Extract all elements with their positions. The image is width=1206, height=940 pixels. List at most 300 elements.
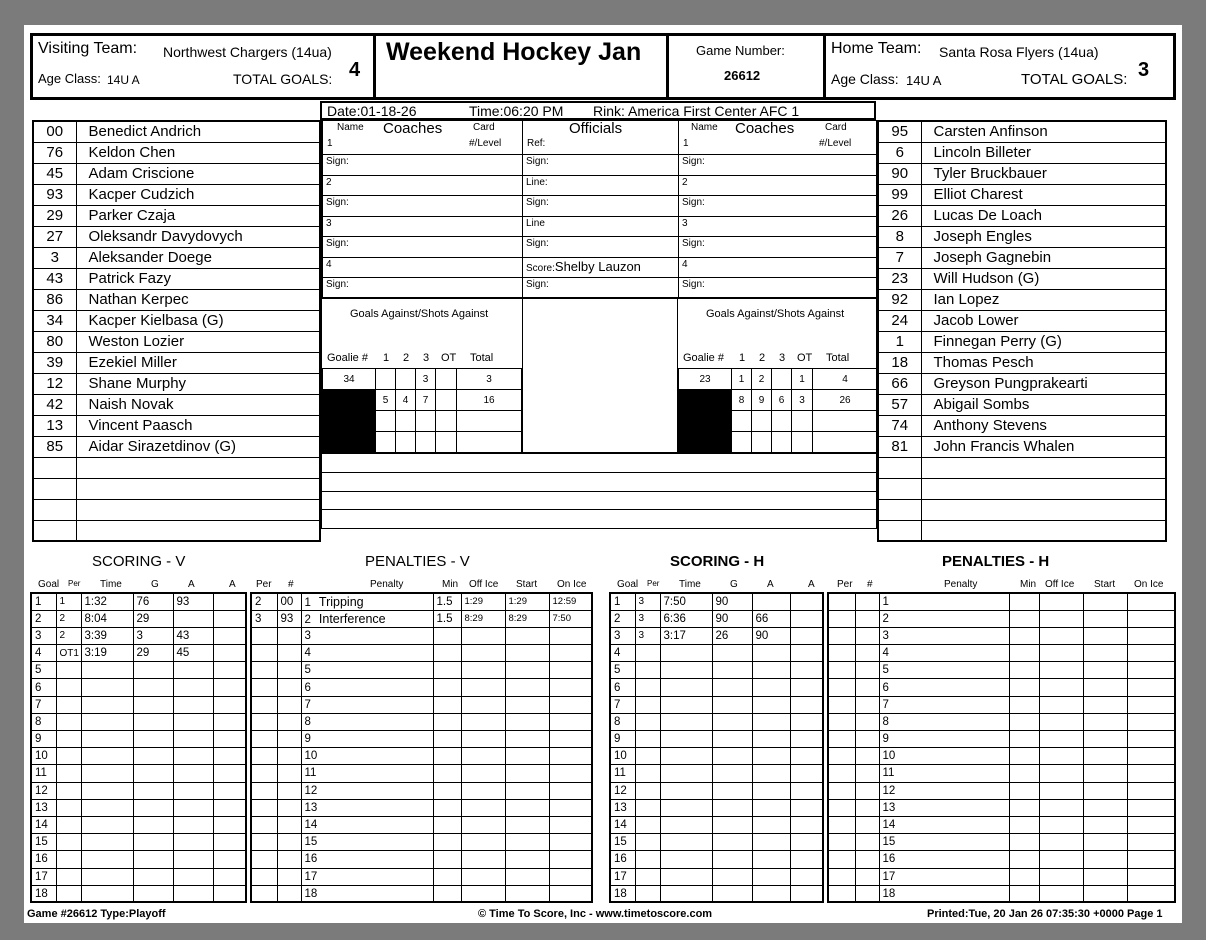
off-ice	[461, 868, 505, 885]
on-ice	[549, 782, 592, 799]
home-coach-4: 4	[679, 257, 879, 278]
goal-scorer	[712, 645, 752, 662]
time	[660, 679, 712, 696]
off-ice	[461, 834, 505, 851]
period	[828, 816, 855, 833]
goal-index: 10	[610, 748, 635, 765]
penalty-row	[828, 696, 1175, 713]
assist-2	[790, 679, 823, 696]
a2-col: A	[229, 579, 236, 590]
home-coach-1: 1	[683, 138, 689, 149]
assist-2	[790, 645, 823, 662]
player-number: 26	[878, 205, 921, 226]
visiting-coach-name-header: Name	[337, 122, 364, 133]
num-col: #	[867, 579, 873, 590]
scoring-row	[610, 627, 823, 644]
off-ice	[461, 713, 505, 730]
scoring-row	[31, 713, 246, 730]
penalty-name	[301, 610, 433, 627]
assist-1	[752, 885, 790, 902]
off-ice	[1039, 765, 1083, 782]
period	[828, 748, 855, 765]
penalty-name	[879, 885, 1009, 902]
visiting-coach-1: 1	[327, 138, 333, 149]
goal-scorer	[712, 885, 752, 902]
time	[660, 696, 712, 713]
player-number: 43	[33, 268, 76, 289]
goal-scorer	[133, 713, 173, 730]
minutes	[433, 868, 461, 885]
goal-scorer	[133, 816, 173, 833]
on-ice	[1127, 713, 1175, 730]
penalty-row	[828, 816, 1175, 833]
roster-row	[33, 478, 320, 499]
goal-scorer	[712, 868, 752, 885]
roster-row	[33, 310, 320, 331]
period	[56, 816, 81, 833]
ot-value	[436, 432, 457, 453]
scoring-row	[31, 851, 246, 868]
penalty-row	[251, 679, 592, 696]
penalty-index: 9	[882, 733, 889, 746]
game-number-label: Game Number:	[696, 43, 785, 58]
penalty-row	[828, 834, 1175, 851]
penalty-index: 18	[882, 887, 896, 900]
assist-1	[173, 610, 213, 627]
period	[828, 696, 855, 713]
on-ice	[1127, 593, 1175, 610]
goal-scorer: 26	[712, 627, 752, 644]
scoring-row	[610, 593, 823, 610]
roster-row	[878, 394, 1166, 415]
player-name: Joseph Engles	[921, 226, 1166, 247]
scoring-row	[31, 627, 246, 644]
goal-index: 6	[31, 679, 56, 696]
time	[660, 834, 712, 851]
start	[1083, 868, 1127, 885]
period-3-value: 7	[416, 390, 436, 411]
penalty-row	[251, 816, 592, 833]
assist-2	[213, 851, 246, 868]
assist-1	[173, 731, 213, 748]
period	[251, 679, 277, 696]
penalty-index: 2	[882, 612, 889, 625]
player-number: 24	[878, 310, 921, 331]
player-name: Keldon Chen	[76, 142, 320, 163]
goal-scorer	[712, 816, 752, 833]
time	[660, 765, 712, 782]
player-number	[855, 610, 879, 627]
minutes	[433, 662, 461, 679]
penalty-name	[301, 645, 433, 662]
player-number	[855, 627, 879, 644]
penalty-row	[828, 885, 1175, 902]
minutes	[433, 713, 461, 730]
penalty-name	[301, 782, 433, 799]
assist-1: 43	[173, 627, 213, 644]
officials-header: Officials	[569, 120, 623, 137]
start	[1083, 627, 1127, 644]
period	[635, 662, 660, 679]
assist-2	[790, 748, 823, 765]
sign-line: Sign:	[323, 237, 523, 258]
start	[505, 816, 549, 833]
assist-1	[173, 696, 213, 713]
goal-index: 16	[31, 851, 56, 868]
goal-index: 8	[610, 713, 635, 730]
scoring-v-title: SCORING - V	[92, 553, 186, 570]
penalty-name	[879, 696, 1009, 713]
a1-col: A	[188, 579, 195, 590]
home-total-label: TOTAL GOALS:	[1021, 71, 1128, 88]
player-number: 99	[878, 184, 921, 205]
player-number	[878, 520, 921, 541]
goal-index: 4	[610, 645, 635, 662]
goal-index: 14	[31, 816, 56, 833]
on-ice	[1127, 696, 1175, 713]
minutes: 1.5	[433, 593, 461, 610]
player-number: 92	[878, 289, 921, 310]
assist-2	[213, 834, 246, 851]
assist-1	[752, 593, 790, 610]
time	[660, 731, 712, 748]
time	[660, 816, 712, 833]
assist-2	[213, 696, 246, 713]
visiting-coach-2: 2	[323, 175, 523, 196]
period: 1	[56, 593, 81, 610]
start	[1083, 885, 1127, 902]
on-ice	[1127, 868, 1175, 885]
scoring-row	[31, 679, 246, 696]
time: 6:36	[660, 610, 712, 627]
player-name: Greyson Pungprakearti	[921, 373, 1166, 394]
penalty-name	[879, 610, 1009, 627]
minutes	[1009, 868, 1039, 885]
penalty-index: 15	[304, 836, 318, 849]
penalty-row	[251, 627, 592, 644]
time: 3:39	[81, 627, 133, 644]
minutes	[1009, 731, 1039, 748]
scoring-row	[31, 799, 246, 816]
ot-value: 1	[792, 369, 813, 390]
goal-scorer	[712, 782, 752, 799]
penalty-row	[251, 610, 592, 627]
assist-1	[752, 645, 790, 662]
per-col: Per	[837, 579, 853, 590]
time-col: Time	[100, 579, 122, 590]
player-name: Aleksander Doege	[76, 247, 320, 268]
time: 7:50	[660, 593, 712, 610]
penalty-row	[251, 645, 592, 662]
player-number	[878, 499, 921, 520]
period	[635, 748, 660, 765]
period	[635, 696, 660, 713]
penalty-name	[879, 645, 1009, 662]
penalty-row	[251, 834, 592, 851]
assist-1	[752, 765, 790, 782]
scoring-row	[31, 645, 246, 662]
penalty-name	[879, 851, 1009, 868]
goal-index: 17	[610, 868, 635, 885]
period-2-value	[396, 369, 416, 390]
visiting-goalie-table	[322, 368, 522, 453]
player-number	[855, 885, 879, 902]
assist-2	[213, 799, 246, 816]
period-2-col: 2	[759, 352, 766, 364]
time: 3:17	[660, 627, 712, 644]
goal-index: 15	[31, 834, 56, 851]
home-label: Home Team:	[831, 40, 922, 57]
total-col: Total	[826, 352, 850, 364]
scoring-h-title: SCORING - H	[670, 553, 765, 570]
player-number	[277, 834, 301, 851]
home-total-goals: 3	[1138, 59, 1150, 81]
assist-1	[752, 679, 790, 696]
player-number: 00	[277, 593, 301, 610]
roster-row	[33, 394, 320, 415]
start-col: Start	[1094, 579, 1116, 590]
period-3-value	[772, 411, 792, 432]
on-ice	[549, 851, 592, 868]
player-number	[855, 662, 879, 679]
goal-scorer	[712, 713, 752, 730]
goal-index: 18	[610, 885, 635, 902]
visiting-age-label: Age Class:	[38, 71, 101, 86]
time	[81, 765, 133, 782]
player-number: 39	[33, 352, 76, 373]
assist-1	[173, 679, 213, 696]
assist-1	[173, 851, 213, 868]
goal-scorer	[712, 834, 752, 851]
player-number	[277, 868, 301, 885]
off-ice	[1039, 610, 1083, 627]
sign-line: Sign:	[523, 237, 679, 258]
penalty-index: 10	[882, 750, 896, 763]
assist-2	[790, 713, 823, 730]
player-name: Tyler Bruckbauer	[921, 163, 1166, 184]
player-name: Finnegan Perry (G)	[921, 331, 1166, 352]
roster-row	[33, 268, 320, 289]
time	[81, 834, 133, 851]
player-number	[855, 645, 879, 662]
period	[828, 713, 855, 730]
scoring-row	[31, 868, 246, 885]
penalty-name	[301, 713, 433, 730]
roster-row	[33, 184, 320, 205]
player-name: Lincoln Billeter	[921, 142, 1166, 163]
player-number	[277, 765, 301, 782]
player-name: Weston Lozier	[76, 331, 320, 352]
period	[828, 868, 855, 885]
period	[635, 731, 660, 748]
penalty-name	[301, 816, 433, 833]
on-ice: 12:59	[549, 593, 592, 610]
assist-1	[173, 713, 213, 730]
minutes	[433, 782, 461, 799]
start	[1083, 748, 1127, 765]
visiting-team-name: Northwest Chargers (14ua)	[163, 44, 332, 60]
period-2-value	[396, 432, 416, 453]
player-name	[921, 457, 1166, 478]
home-coaches-header: Coaches	[735, 120, 795, 137]
penalty-index: 4	[304, 647, 311, 660]
player-number: 3	[33, 247, 76, 268]
on-ice	[549, 627, 592, 644]
penalty-index: 9	[304, 733, 311, 746]
ot-value	[792, 411, 813, 432]
period-3-value	[772, 432, 792, 453]
penalty-row	[828, 610, 1175, 627]
ot-value: 3	[792, 390, 813, 411]
scoring-row	[31, 834, 246, 851]
player-number: 81	[878, 436, 921, 457]
total-value	[457, 411, 522, 432]
time	[81, 748, 133, 765]
penalty-row	[251, 851, 592, 868]
assist-1	[752, 799, 790, 816]
player-name: Will Hudson (G)	[921, 268, 1166, 289]
goal-col: Goal	[38, 579, 60, 590]
minutes	[1009, 834, 1039, 851]
goalie-number	[323, 411, 376, 432]
goal-scorer	[712, 696, 752, 713]
penalty-index: 14	[882, 819, 896, 832]
assist-2	[790, 696, 823, 713]
penalty-row	[251, 713, 592, 730]
coaches-officials-panel	[321, 120, 877, 298]
player-name	[921, 520, 1166, 541]
assist-1	[173, 782, 213, 799]
player-number	[855, 713, 879, 730]
home-age-class: 14U A	[906, 73, 942, 88]
minutes	[1009, 679, 1039, 696]
minutes	[433, 748, 461, 765]
roster-row	[33, 520, 320, 541]
player-number	[277, 799, 301, 816]
roster-row	[33, 415, 320, 436]
penalty-index: 12	[882, 784, 896, 797]
event-title: Weekend Hockey Jan	[386, 38, 642, 66]
scoring-row	[31, 662, 246, 679]
period	[828, 765, 855, 782]
player-name: Ezekiel Miller	[76, 352, 320, 373]
off-ice	[461, 627, 505, 644]
roster-row	[33, 373, 320, 394]
assist-1: 90	[752, 627, 790, 644]
assist-1	[173, 748, 213, 765]
player-number: 6	[878, 142, 921, 163]
visiting-goalie-title: Goals Against/Shots Against	[350, 308, 489, 320]
player-name	[921, 478, 1166, 499]
off-ice	[1039, 748, 1083, 765]
goal-scorer: 29	[133, 610, 173, 627]
period	[56, 696, 81, 713]
penalty-index: 12	[304, 784, 318, 797]
assist-2	[790, 868, 823, 885]
sign-line: Sign:	[679, 278, 879, 299]
home-card-header: Card	[825, 122, 847, 133]
goal-scorer	[133, 748, 173, 765]
game-rink: Rink: America First Center AFC 1	[593, 103, 800, 119]
roster-row	[878, 499, 1166, 520]
scoring-row	[31, 748, 246, 765]
goal-scorer	[133, 834, 173, 851]
goal-col: Goal	[617, 579, 639, 590]
period	[635, 713, 660, 730]
time	[81, 713, 133, 730]
visiting-team-box	[30, 33, 376, 100]
period	[56, 765, 81, 782]
penalty-index: 17	[882, 870, 896, 883]
period-2-value	[752, 411, 772, 432]
period	[828, 731, 855, 748]
assist-2	[790, 799, 823, 816]
goalie-number	[323, 390, 376, 411]
minutes	[1009, 816, 1039, 833]
roster-row	[878, 310, 1166, 331]
goal-scorer	[712, 679, 752, 696]
period	[828, 662, 855, 679]
assist-2	[790, 851, 823, 868]
off-ice	[461, 765, 505, 782]
period: OT1	[56, 645, 81, 662]
player-name	[921, 499, 1166, 520]
penalty-name	[301, 627, 433, 644]
goal-index: 4	[31, 645, 56, 662]
goalie-row	[323, 369, 522, 390]
assist-1	[752, 782, 790, 799]
goal-scorer	[712, 799, 752, 816]
player-name: Adam Criscione	[76, 163, 320, 184]
goalie-section	[321, 298, 877, 453]
player-name: Benedict Andrich	[76, 121, 320, 142]
goal-index: 3	[31, 627, 56, 644]
total-value: 4	[813, 369, 878, 390]
goalie-col: Goalie #	[683, 352, 724, 364]
start	[1083, 645, 1127, 662]
penalty-row	[828, 799, 1175, 816]
scoring-row	[610, 713, 823, 730]
time-col: Time	[679, 579, 701, 590]
home-team-name: Santa Rosa Flyers (14ua)	[939, 44, 1099, 60]
minutes: 1.5	[433, 610, 461, 627]
assist-2	[790, 782, 823, 799]
on-ice	[549, 765, 592, 782]
assist-1	[173, 765, 213, 782]
minutes	[1009, 748, 1039, 765]
assist-1	[752, 748, 790, 765]
penalty-row	[828, 662, 1175, 679]
period	[251, 868, 277, 885]
start	[505, 645, 549, 662]
player-number: 93	[33, 184, 76, 205]
assist-2	[213, 645, 246, 662]
assist-1	[173, 799, 213, 816]
player-number	[855, 696, 879, 713]
minutes	[433, 627, 461, 644]
off-ice	[461, 679, 505, 696]
start	[505, 765, 549, 782]
goal-index: 12	[31, 782, 56, 799]
roster-row	[878, 352, 1166, 373]
goal-scorer	[712, 662, 752, 679]
assist-1: 66	[752, 610, 790, 627]
scoring-row	[610, 816, 823, 833]
start	[1083, 713, 1127, 730]
player-number	[855, 593, 879, 610]
goal-index: 7	[610, 696, 635, 713]
goal-scorer	[712, 765, 752, 782]
